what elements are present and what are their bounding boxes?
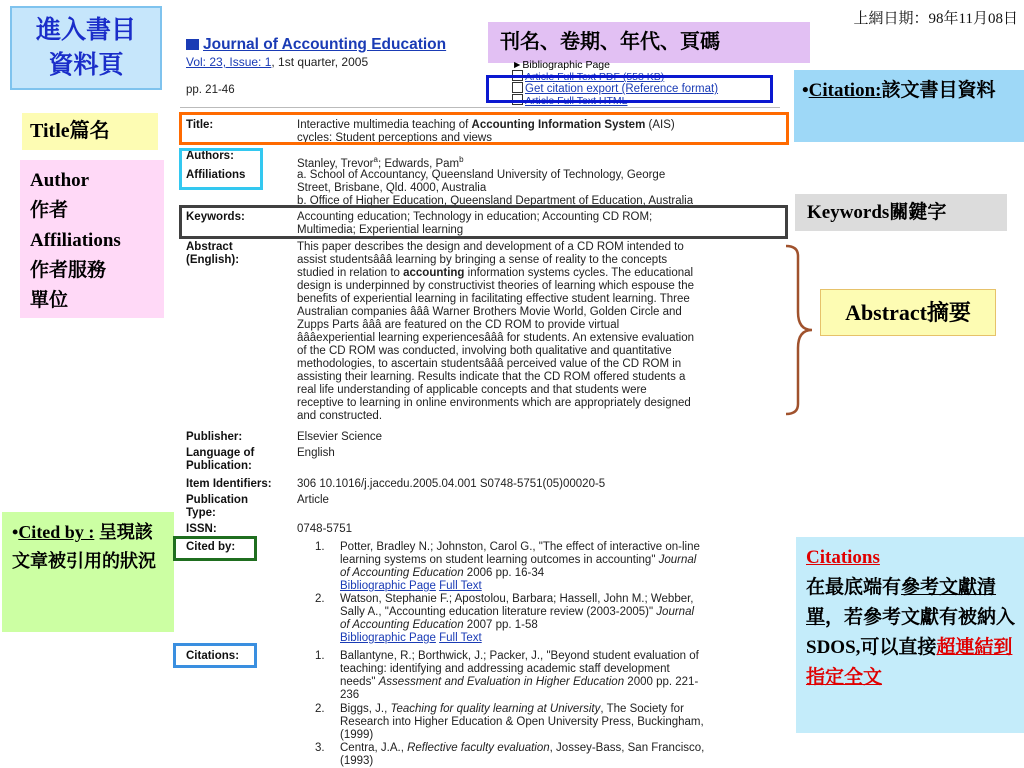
citation-line: [340, 742, 704, 755]
cited-by-journal: of Accounting Education: [340, 619, 464, 631]
authors-label: Authors:: [186, 150, 234, 162]
cited-by-journal: Journal: [658, 554, 697, 566]
cited-by-desc: 呈現該文章被引用的狀況: [12, 522, 156, 571]
abstract-label: Abstract: [186, 241, 233, 253]
author-callout: Author 作者 Affiliations 作者服務 單位: [20, 160, 164, 318]
cited-by-line: [340, 606, 694, 619]
cited-by-number: 1.: [315, 541, 325, 553]
citation-source: Reflective faculty evaluation: [407, 742, 550, 754]
cited-by-text: learning systems on student learning outcomes in accounting": [340, 554, 659, 566]
citation-line: [340, 703, 684, 716]
title-callout: Title篇名: [22, 113, 158, 150]
abstract-line: methodologies, to ascertain studentsâââ perceived value of the CD ROM in: [297, 358, 682, 370]
item-identifiers-label: Item Identifiers:: [186, 478, 272, 490]
citation-term: Citation:: [808, 80, 882, 101]
cited-by-links: [340, 632, 482, 645]
divider: [180, 107, 780, 108]
abstract-label-2: (English):: [186, 254, 240, 266]
citations-callout-title: Citations: [806, 547, 880, 568]
affiliation-line: a. School of Accountancy, Queensland University of Technology, George: [297, 169, 666, 181]
language-value: English: [297, 447, 335, 459]
abstract-line: assist studentsâââ learning by bringing a sense of reality to the concepts: [297, 254, 668, 266]
publisher-label: Publisher:: [186, 431, 243, 443]
cited-by-term: Cited by :: [18, 522, 95, 542]
citations-highlight-box: [173, 643, 257, 668]
pages: pp. 21-46: [186, 84, 235, 96]
affiliation-line: b. Office of Higher Education, Queensland Department of Education, Australia: [297, 195, 694, 206]
abstract-text: studied in relation to: [297, 267, 404, 279]
abstract-line: benefits of experiential learning in facilitating effective student learning. Three: [297, 293, 690, 305]
journal-icon: [186, 39, 199, 50]
citations-callout: [796, 537, 1024, 733]
citation-line: Research into Higher Education & Open University Press, Buckingham,: [340, 716, 704, 728]
cited-by-line: [340, 554, 696, 567]
abstract-line: and constructed.: [297, 410, 383, 422]
full-text-link[interactable]: Full Text: [439, 632, 482, 644]
issue-callout: 刊名、卷期、年代、頁碼: [488, 22, 810, 63]
full-text-link[interactable]: Full Text: [439, 580, 482, 592]
citation-source: Assessment and Evaluation in Higher Education: [378, 676, 625, 688]
pdf-link-label[interactable]: Article Full Text PDF (558 KB): [525, 71, 665, 83]
authors-highlight-box: [179, 148, 263, 190]
abstract-bold: accounting: [403, 267, 465, 279]
cited-by-journal: Journal: [656, 606, 695, 618]
cited-by-callout: [2, 512, 174, 632]
abstract-line: âââexperiential learning experiencesâââ for students. An extensive evaluation: [297, 332, 695, 344]
citations-callout-link: 超連結到指定全文: [806, 637, 1013, 688]
slide-date: 上網日期：98年11月08日: [853, 11, 1018, 27]
page-title-callout: 進入書目 資料頁: [10, 6, 162, 90]
citations-callout-text1: 在最底端有: [806, 577, 902, 598]
citation-desc: 該文書目資料: [881, 80, 996, 101]
citation-text: , Jossey-Bass, San Francisco,: [549, 742, 705, 754]
issn-value: 0748-5751: [297, 523, 352, 535]
citation-text: , The Society for: [600, 703, 684, 715]
html-link-label[interactable]: Article Full Text HTML: [525, 95, 628, 107]
author-2: ; Edwards, Pam: [377, 157, 460, 170]
title-label: Title:: [186, 119, 214, 131]
cited-by-line: [340, 567, 544, 580]
title-bold: Accounting Information System: [471, 119, 646, 131]
citation-export-label[interactable]: Get citation export (Reference format): [525, 83, 719, 95]
cited-by-text: 2007 pp. 1-58: [463, 619, 538, 631]
bibliographic-page-link[interactable]: Bibliographic Page: [340, 580, 436, 592]
abstract-line: Zupps Parts âââ are featured on the CD ROM to provide virtual: [297, 319, 620, 331]
abstract-line: [297, 267, 693, 280]
author-1: Stanley, Trevor: [297, 157, 374, 170]
title-text: Interactive multimedia teaching of: [297, 119, 472, 131]
citation-number: 1.: [315, 650, 325, 662]
arrow-icon: ►: [512, 59, 523, 71]
cited-by-line: Potter, Bradley N.; Johnston, Carol G., "The effect of interactive on-line: [340, 541, 700, 553]
abstract-line: assisting their learning. Results indicate that the CD ROM offered students a: [297, 371, 686, 383]
keywords-callout: Keywords關鍵字: [795, 194, 1007, 231]
abstract-line: real life understanding of applicable concepts and that students were: [297, 384, 647, 396]
citation-export-highlight-box: [486, 75, 773, 103]
publication-type-label-2: Type:: [186, 507, 216, 519]
title-text: (AIS): [645, 119, 675, 131]
abstract-callout: Abstract摘要: [820, 289, 996, 336]
citation-source: Teaching for quality learning at University: [390, 703, 601, 715]
keywords-highlight-box: [179, 205, 788, 239]
cited-by-journal: of Accounting Education: [340, 567, 464, 579]
cited-by-links: [340, 580, 482, 593]
abstract-line: design is underpinned by constructivist theories of learning which espouse the: [297, 280, 694, 292]
cited-by-highlight-box: [173, 536, 257, 561]
title-value-2: cycles: Student perceptions and views: [297, 132, 492, 144]
bibliographic-page-label: Bibliographic Page: [522, 59, 610, 71]
citations-callout-text2: ，若參考文獻有被納入SDOS,可以直接: [806, 607, 1016, 658]
citation-number: 2.: [315, 703, 325, 715]
publisher-value: Elsevier Science: [297, 431, 383, 443]
citations-callout-ref-list: 參考文獻清單: [806, 577, 997, 628]
issue-line: [186, 55, 368, 69]
publication-type-label: Publication: [186, 494, 248, 506]
cited-by-label: Cited by:: [186, 541, 236, 553]
journal-heading[interactable]: [186, 36, 446, 54]
citation-text: needs": [340, 676, 379, 688]
abstract-line: receptive to learning in online environments which are appropriately designed: [297, 397, 691, 409]
bibliographic-page-link[interactable]: [512, 60, 718, 70]
issue-rest: , 1st quarter, 2005: [271, 55, 369, 69]
keywords-line: Accounting education; Technology in education; Accounting CD ROM;: [297, 211, 653, 223]
issue-link[interactable]: Vol: 23, Issue: 1: [186, 55, 272, 69]
issn-label: ISSN:: [186, 523, 217, 535]
journal-link[interactable]: Journal of Accounting Education: [203, 36, 447, 53]
abstract-bracket: [784, 244, 814, 416]
citation-line: teaching: identifying and addressing academic staff development: [340, 663, 670, 675]
item-identifiers-value: 306 10.1016/j.jaccedu.2005.04.001 S0748-5751(05)00020-5: [297, 478, 606, 490]
affiliations-label: Affiliations: [186, 169, 246, 181]
citation-line: (1993): [340, 755, 374, 767]
citation-number: 3.: [315, 742, 325, 754]
bibliographic-page-link[interactable]: Bibliographic Page: [340, 632, 436, 644]
abstract-line: Australian companies âââ Warner Brothers Movie World, Golden Circle and: [297, 306, 682, 318]
bullet: •: [12, 522, 19, 542]
abstract-text: information systems cycles. The educational: [464, 267, 694, 279]
title-highlight-box: [179, 112, 789, 145]
affiliation-line: Street, Brisbane, Qld. 4000, Australia: [297, 182, 487, 194]
cited-by-number: 2.: [315, 593, 325, 605]
citation-line: Ballantyne, R.; Borthwick, J.; Packer, J., "Beyond student evaluation of: [340, 650, 699, 662]
cited-by-line: [340, 619, 538, 632]
keywords-line: Multimedia; Experiential learning: [297, 224, 464, 236]
citation-line: (1999): [340, 729, 374, 741]
citation-callout: [794, 70, 1024, 142]
citation-text: 2000 pp. 221-: [624, 676, 699, 688]
author-2-sup: b: [459, 155, 464, 164]
keywords-label: Keywords:: [186, 211, 245, 223]
citation-text: Biggs, J.,: [340, 703, 391, 715]
citation-line: [340, 676, 698, 689]
citation-text: Centra, J.A.,: [340, 742, 408, 754]
cited-by-text: Sally A., "Accounting education literature review (2003-2005)": [340, 606, 657, 618]
abstract-line: of the CD ROM was conducted, involving both qualitative and quantitative: [297, 345, 672, 357]
author-1-sup: a: [373, 155, 378, 164]
citations-label: Citations:: [186, 650, 240, 662]
abstract-line: This paper describes the design and development of a CD ROM intended to: [297, 241, 684, 253]
publication-type-value: Article: [297, 494, 329, 506]
cited-by-line: Watson, Stephanie F.; Apostolou, Barbara; Hassell, John M.; Webber,: [340, 593, 694, 605]
language-label-2: Publication:: [186, 460, 252, 472]
language-label: Language of: [186, 447, 255, 459]
bullet: •: [802, 80, 809, 101]
cited-by-text: 2006 pp. 16-34: [463, 567, 545, 579]
citation-line: 236: [340, 689, 360, 701]
